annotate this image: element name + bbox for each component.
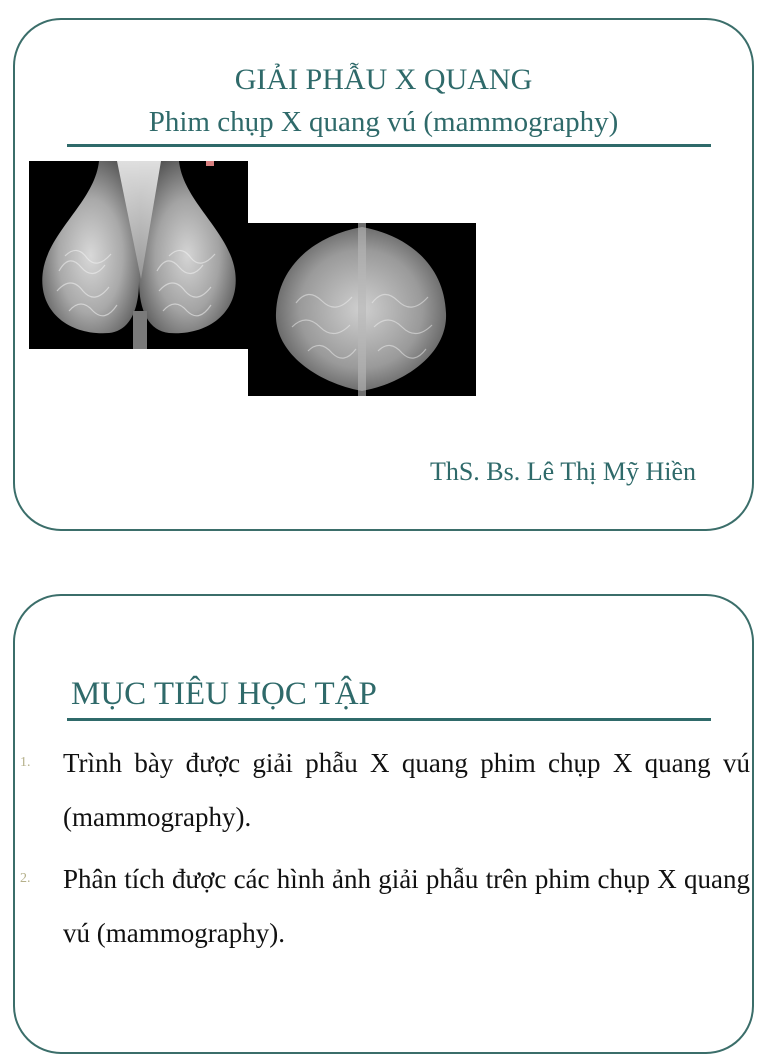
mammogram-cc-image — [248, 223, 476, 396]
author-name: ThS. Bs. Lê Thị Mỹ Hiền — [429, 457, 696, 486]
objectives-slide — [13, 594, 754, 1054]
title-slide — [13, 18, 754, 531]
objective-text: Phân tích được các hình ảnh giải phẫu trên phim chụp X quang vú (mammography). — [63, 864, 750, 948]
section-title: MỤC TIÊU HỌC TẬP — [71, 676, 377, 712]
objective-number: 2. — [20, 871, 31, 886]
objective-item — [15, 736, 750, 844]
objectives-list — [15, 736, 750, 968]
objective-number: 1. — [20, 755, 31, 770]
slide-subtitle: Phim chụp X quang vú (mammography) — [148, 106, 619, 138]
slide-title: GIẢI PHẪU X QUANG — [234, 63, 533, 96]
section-underline — [67, 718, 711, 721]
objective-item — [15, 852, 750, 960]
mammogram-mlo-image — [29, 161, 248, 349]
title-underline — [67, 144, 711, 147]
objective-text: Trình bày được giải phẫu X quang phim chụp X quang vú (mammography). — [63, 748, 750, 832]
